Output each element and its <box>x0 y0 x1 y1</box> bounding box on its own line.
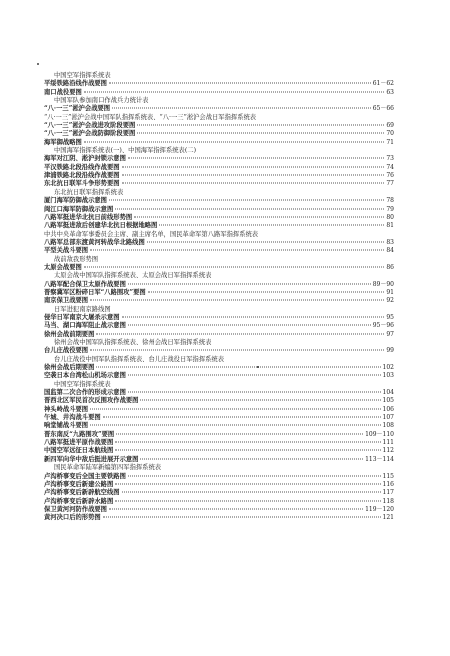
toc-page-number: 118 <box>382 497 394 505</box>
toc-page-number: 61－62 <box>372 80 394 88</box>
dot-leader <box>84 266 385 267</box>
toc-entry-title: “八·一三”淞沪会战进攻阶段要图 <box>44 122 136 130</box>
margin-dot <box>37 63 39 65</box>
toc-row <box>44 322 394 330</box>
toc-row <box>44 256 394 264</box>
toc-page-number: 109－110 <box>365 430 394 438</box>
dot-leader <box>128 392 381 393</box>
toc-entry-title: 新四军向华中敌后挺进展开示意图 <box>44 455 139 463</box>
toc-page-number: 63 <box>386 88 394 96</box>
toc-entry-title: 中国军队参加南口作战兵力统计表 <box>54 97 149 105</box>
toc-entry-title: 太原会战要图 <box>44 263 82 271</box>
dot-leader <box>140 458 363 459</box>
toc-entry-title: 海军御战略图 <box>44 138 82 146</box>
toc-row <box>44 506 394 514</box>
toc-entry-title: 保卫黄河河防作战要图 <box>44 505 107 513</box>
toc-entry-title: 国监第二次合作的形成示意图 <box>44 389 126 397</box>
toc-page-number: 104 <box>382 389 394 397</box>
toc-row <box>44 422 394 430</box>
toc-entry-title: 黄河决口后的形势图 <box>44 514 101 522</box>
toc-page-number: 115 <box>382 472 394 480</box>
toc-row <box>44 114 394 122</box>
toc-page-number: 76 <box>386 172 394 180</box>
toc-entry-title: 台儿庄战役中国军队指挥系统表、台儿庄战役日军指挥系统表 <box>54 355 225 363</box>
dot-leader <box>128 475 381 476</box>
dot-leader <box>115 442 380 443</box>
dot-leader <box>109 83 371 84</box>
toc-row <box>44 431 394 439</box>
toc-entry-title: 战前敌我形势图 <box>54 255 99 263</box>
toc-row <box>44 89 394 97</box>
toc-page-number: 69 <box>386 122 394 130</box>
toc-page-number: 117 <box>382 489 394 497</box>
toc-entry-title: 太原会战中国军队指挥系统表、太原会战日军指挥系统表 <box>54 272 212 280</box>
dot-leader <box>90 300 384 301</box>
dot-leader <box>90 425 380 426</box>
toc-row <box>44 130 394 138</box>
dot-leader <box>137 133 384 134</box>
toc-entry-title: 侵华日军南京大屠杀示意图 <box>44 313 120 321</box>
toc-entry-title: “八·一三”淞沪会战要图 <box>44 105 111 113</box>
dot-leader <box>122 316 385 317</box>
toc-row <box>44 339 394 347</box>
toc-page-number: 107 <box>382 414 394 422</box>
toc-row <box>44 456 394 464</box>
toc-page-number: 92 <box>386 297 394 305</box>
toc-page-number: 79 <box>386 205 394 213</box>
dot-leader <box>148 291 385 292</box>
dot-leader <box>84 141 385 142</box>
toc-entry-title: 空袭日本台湾松山机场示意图 <box>44 372 126 380</box>
toc-entry-title: 厦门海军防御战示意图 <box>44 197 107 205</box>
dot-leader <box>134 216 384 217</box>
dot-leader <box>103 417 381 418</box>
toc-entry-title: 午城、井沟战斗要图 <box>44 414 101 422</box>
toc-entry-title: 闽江口海军防御战示意图 <box>44 205 114 213</box>
toc-page-number: 91 <box>386 288 394 296</box>
toc-row <box>44 189 394 197</box>
toc-entry-title: “八·一三”淞沪会战防御阶段要图 <box>44 130 136 138</box>
dot-leader <box>109 508 363 509</box>
toc-page-number: 108 <box>382 422 394 430</box>
toc-row <box>44 447 394 455</box>
toc-entry-title: 海军对江阴、淞沪封锁示意图 <box>44 155 126 163</box>
toc-row <box>44 239 394 247</box>
toc-page-number: 97 <box>386 330 394 338</box>
toc-row <box>44 281 394 289</box>
toc-page-number: 78 <box>386 197 394 205</box>
dot-leader <box>122 166 385 167</box>
toc-page-number: 83 <box>386 238 394 246</box>
toc-entry-title: 八路军配合保卫太原作战要图 <box>44 280 126 288</box>
dot-leader <box>112 108 371 109</box>
toc-row <box>44 347 394 355</box>
toc-entry-title: 徐州会战后期要图 <box>44 364 95 372</box>
toc-row <box>44 247 394 255</box>
toc-entry-title: 中国空军指挥系统表 <box>54 72 111 79</box>
toc-entry-title: 卢沟桥事变后新辟水路图 <box>44 497 114 505</box>
dot-leader <box>128 283 371 284</box>
dot-leader <box>115 450 380 451</box>
dot-leader <box>109 200 384 201</box>
toc-row <box>44 214 394 222</box>
toc-row <box>44 297 394 305</box>
toc-row <box>44 356 394 364</box>
toc-row <box>44 139 394 147</box>
toc-page-number: 111 <box>382 439 394 447</box>
toc-page-number: 113－114 <box>365 455 394 463</box>
toc-row <box>44 180 394 188</box>
toc-row <box>44 473 394 481</box>
toc-page-number: 99 <box>386 347 394 355</box>
dot-leader <box>137 125 384 126</box>
toc-page-number: 103 <box>382 372 394 380</box>
toc-entry-title: 中共中央革命军事委员会主席、副主席名单，国民革命军第八路军指挥系统表 <box>44 230 259 238</box>
toc-row <box>44 331 394 339</box>
dot-leader <box>115 500 380 501</box>
dot-leader <box>90 408 380 409</box>
toc-page-number: 89－90 <box>372 280 394 288</box>
toc-entry-title: 八路军总部东渡黄河转战华北路线图 <box>44 238 145 246</box>
toc-row <box>44 105 394 113</box>
toc-row <box>44 164 394 172</box>
toc-entry-title: 徐州会战中国军队指挥系统表、徐州会战日军指挥系统表 <box>54 339 212 346</box>
toc-entry-title: “八·一三”淞沪会战中国军队指挥系统表、“八·一三”淞沪会战日军指挥系统表 <box>44 113 257 121</box>
dot-leader <box>128 325 371 326</box>
toc-row <box>44 155 394 163</box>
toc-entry-title: 卢沟桥事变后新建公路图 <box>44 480 114 488</box>
toc-row <box>44 206 394 214</box>
toc-row <box>44 197 394 205</box>
toc-row <box>44 514 394 522</box>
toc-entry-title: 响堂铺战斗要图 <box>44 422 89 430</box>
toc-entry-title: 卢沟桥事变后全国主要铁路图 <box>44 472 126 480</box>
toc-page-number: 112 <box>382 447 394 455</box>
dot-leader <box>128 158 385 159</box>
dot-leader <box>159 225 384 226</box>
toc-entry-title: 台儿庄战役要图 <box>44 347 89 355</box>
dot-leader <box>116 433 363 434</box>
toc-row <box>44 481 394 489</box>
toc-page-number: 70 <box>386 130 394 138</box>
toc-entry-title: 津浦铁路北段沿线作战要图 <box>44 172 120 180</box>
toc-row <box>44 381 394 389</box>
toc-page-number: 74 <box>386 163 394 171</box>
dot-leader <box>140 400 380 401</box>
toc-page-number: 73 <box>386 155 394 163</box>
toc-entry-title: 南京保卫战要图 <box>44 297 89 305</box>
toc-page-number: 116 <box>382 480 394 488</box>
dot-leader <box>122 492 381 493</box>
toc-page-number: 121 <box>382 514 394 522</box>
toc-row <box>44 372 394 380</box>
toc-page-number: 65－66 <box>372 105 394 113</box>
dot-leader <box>115 208 384 209</box>
dot-leader <box>103 517 381 518</box>
toc-page-number: 86 <box>386 263 394 271</box>
toc-page-number: 84 <box>386 247 394 255</box>
toc-row <box>44 397 394 405</box>
toc-page-number: 77 <box>386 180 394 188</box>
toc-entry-title: 神头岭战斗要图 <box>44 405 89 413</box>
toc-row <box>44 231 394 239</box>
toc-page-number: 81 <box>386 222 394 230</box>
dot-leader <box>122 183 385 184</box>
toc-entry-title: 中国海军指挥系统表(一)、中国海军指挥系统表(二) <box>54 147 197 155</box>
toc-row <box>44 414 394 422</box>
toc-entry-title: 国民革命军陆军新编第四军指挥系统表 <box>54 464 162 472</box>
dot-leader <box>96 367 380 368</box>
toc-entry-title: 平汉铁路北段沿线作战要图 <box>44 163 120 171</box>
toc-page-number: 95－96 <box>372 322 394 330</box>
toc-row <box>44 464 394 472</box>
toc-entry-title: 日军进犯南京路线图 <box>54 305 111 313</box>
toc-entry-title: 马当、湖口海军阻止战示意图 <box>44 322 126 330</box>
toc-entry-title: 东北抗日联军斗争形势要图 <box>44 180 120 188</box>
table-of-contents <box>44 72 394 523</box>
dot-leader <box>90 350 384 351</box>
toc-row <box>44 489 394 497</box>
toc-page-number: 119－120 <box>365 505 394 513</box>
dot-leader <box>147 241 385 242</box>
dot-leader <box>115 483 380 484</box>
dot-leader <box>84 91 385 92</box>
toc-page-number: 71 <box>386 138 394 146</box>
dot-leader <box>90 250 384 251</box>
toc-page-number: 106 <box>382 405 394 413</box>
toc-row <box>44 80 394 88</box>
toc-entry-title: 晋东南反“九路围攻”要图 <box>44 430 115 438</box>
toc-entry-title: 八路军挺进华北抗日前线形势图 <box>44 213 133 221</box>
toc-row <box>44 306 394 314</box>
toc-entry-title: 平绥铁路沿线作战要图 <box>44 80 107 88</box>
dot-leader <box>128 375 381 376</box>
toc-entry-title: 徐州会战前期要图 <box>44 330 95 338</box>
toc-entry-title: 八路军挺进平原作战要图 <box>44 439 114 447</box>
toc-entry-title: 晋察冀军区粉碎日军“八路围攻”要图 <box>44 288 146 296</box>
toc-row <box>44 498 394 506</box>
toc-row <box>44 406 394 414</box>
toc-entry-title: 东北抗日联军指挥系统表 <box>54 188 124 196</box>
toc-page-number: 95 <box>386 313 394 321</box>
toc-entry-title: 中国空军指挥系统表 <box>54 380 111 388</box>
toc-row <box>44 222 394 230</box>
toc-entry-title: 八路军挺进敌后创建华北抗日根据地略图 <box>44 222 158 230</box>
toc-page-number: 105 <box>382 397 394 405</box>
toc-page-number: 80 <box>386 213 394 221</box>
dot-leader <box>122 175 385 176</box>
toc-entry-title: 晋西北区军民首次反围攻作战要图 <box>44 397 139 405</box>
toc-entry-title: 卢沟桥事变后新辟航空线图 <box>44 489 120 497</box>
toc-row <box>44 264 394 272</box>
toc-entry-title: 平型关战斗要图 <box>44 247 89 255</box>
toc-entry-title: 中国空军远征日本航线图 <box>44 447 114 455</box>
dot-leader <box>96 333 384 334</box>
toc-entry-title: 南口战役要图 <box>44 88 82 96</box>
toc-row <box>44 272 394 280</box>
toc-page-number: 102 <box>382 364 394 372</box>
toc-row <box>44 289 394 297</box>
